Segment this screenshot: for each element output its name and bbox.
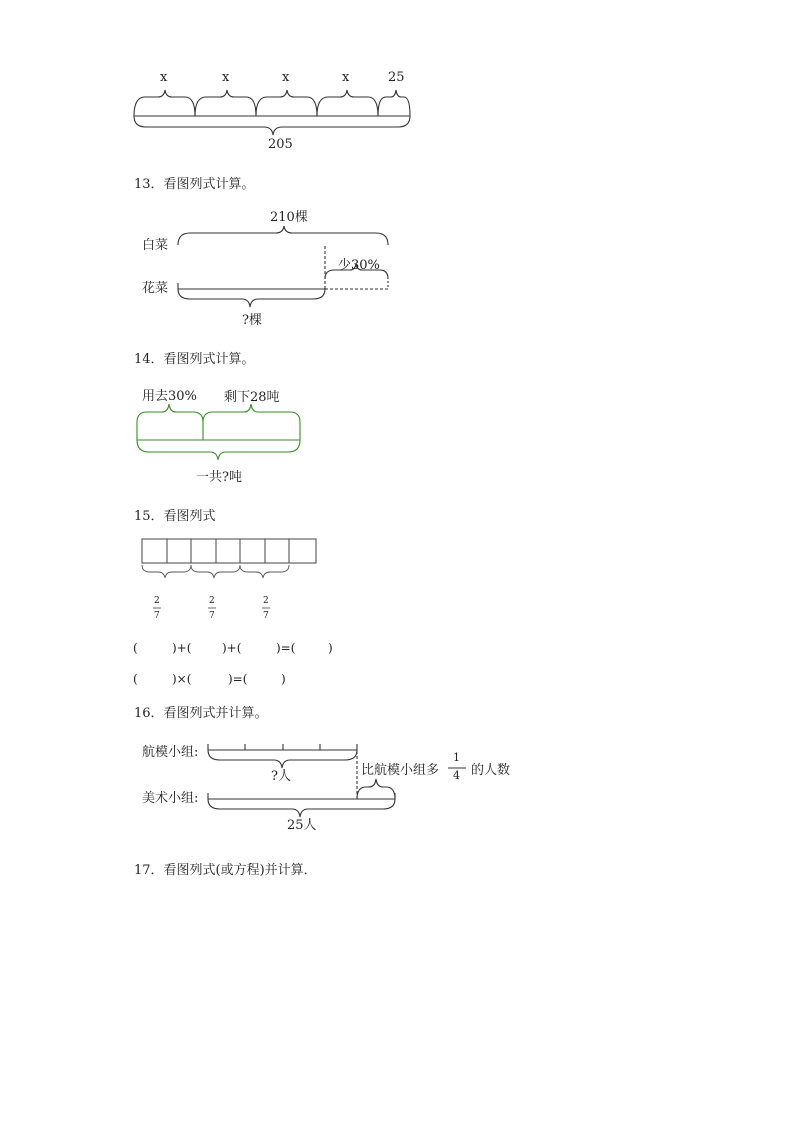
q13-row2-label: 花菜	[142, 281, 169, 296]
q16-frac-den: 4	[453, 769, 460, 782]
q14-left-label: 剩下28吨	[224, 390, 280, 405]
q13-bottom-value: ?棵	[242, 313, 262, 328]
q16-unknown-label: ?人	[271, 769, 291, 784]
q16-row1-label: 航模小组:	[142, 745, 199, 760]
q15-line1-close: )	[328, 641, 333, 655]
q16-frac-num: 1	[453, 751, 460, 764]
q15-frac3-num: 2	[263, 596, 269, 606]
q13-title: 13．看图列式计算。	[134, 177, 255, 192]
q15-line1-open: (	[133, 641, 138, 655]
fig12-label-x2: x	[222, 70, 230, 85]
fig12-total: 205	[268, 137, 293, 152]
q14-title: 14．看图列式计算。	[134, 352, 255, 367]
q16-compare-suffix: 的人数	[471, 763, 511, 778]
fig12-label-x3: x	[282, 70, 290, 85]
q15-title: 15．看图列式	[134, 509, 216, 524]
q15-frac2-den: 7	[209, 611, 215, 621]
q15-line1-equals: )=(	[276, 641, 296, 655]
fig12-label-x4: x	[342, 70, 350, 85]
q17-title: 17．看图列式(或方程)并计算．	[134, 863, 317, 878]
q15-frac3-den: 7	[263, 611, 269, 621]
fig12-label-x1: x	[160, 70, 168, 85]
q15-line1-plus2: )+(	[222, 641, 242, 655]
q13-diff-label: 少30%	[338, 258, 380, 273]
q16-title: 16．看图列式并计算。	[134, 706, 268, 721]
q13-row1-label: 白菜	[142, 238, 169, 253]
q16-row2-label: 美术小组:	[142, 791, 199, 806]
q15-line2-close: )	[281, 672, 286, 686]
q15-line1-plus1: )+(	[172, 641, 192, 655]
q15-line2-equals: )=(	[228, 672, 248, 686]
q16-total-label: 25人	[287, 818, 317, 833]
q16-compare-prefix: 比航模小组多	[361, 763, 440, 778]
q13-top-value: 210棵	[270, 210, 308, 225]
q14-total-label: 一共?吨	[196, 470, 242, 485]
q15-line2-times: )×(	[172, 672, 192, 686]
q15-frac1-den: 7	[154, 611, 160, 621]
q15-line2-open: (	[133, 672, 138, 686]
q15-frac1-num: 2	[154, 596, 160, 606]
q14-used-label: 用去30%	[142, 389, 197, 404]
fig12-label-25: 25	[388, 70, 405, 85]
q15-frac2-num: 2	[209, 596, 215, 606]
